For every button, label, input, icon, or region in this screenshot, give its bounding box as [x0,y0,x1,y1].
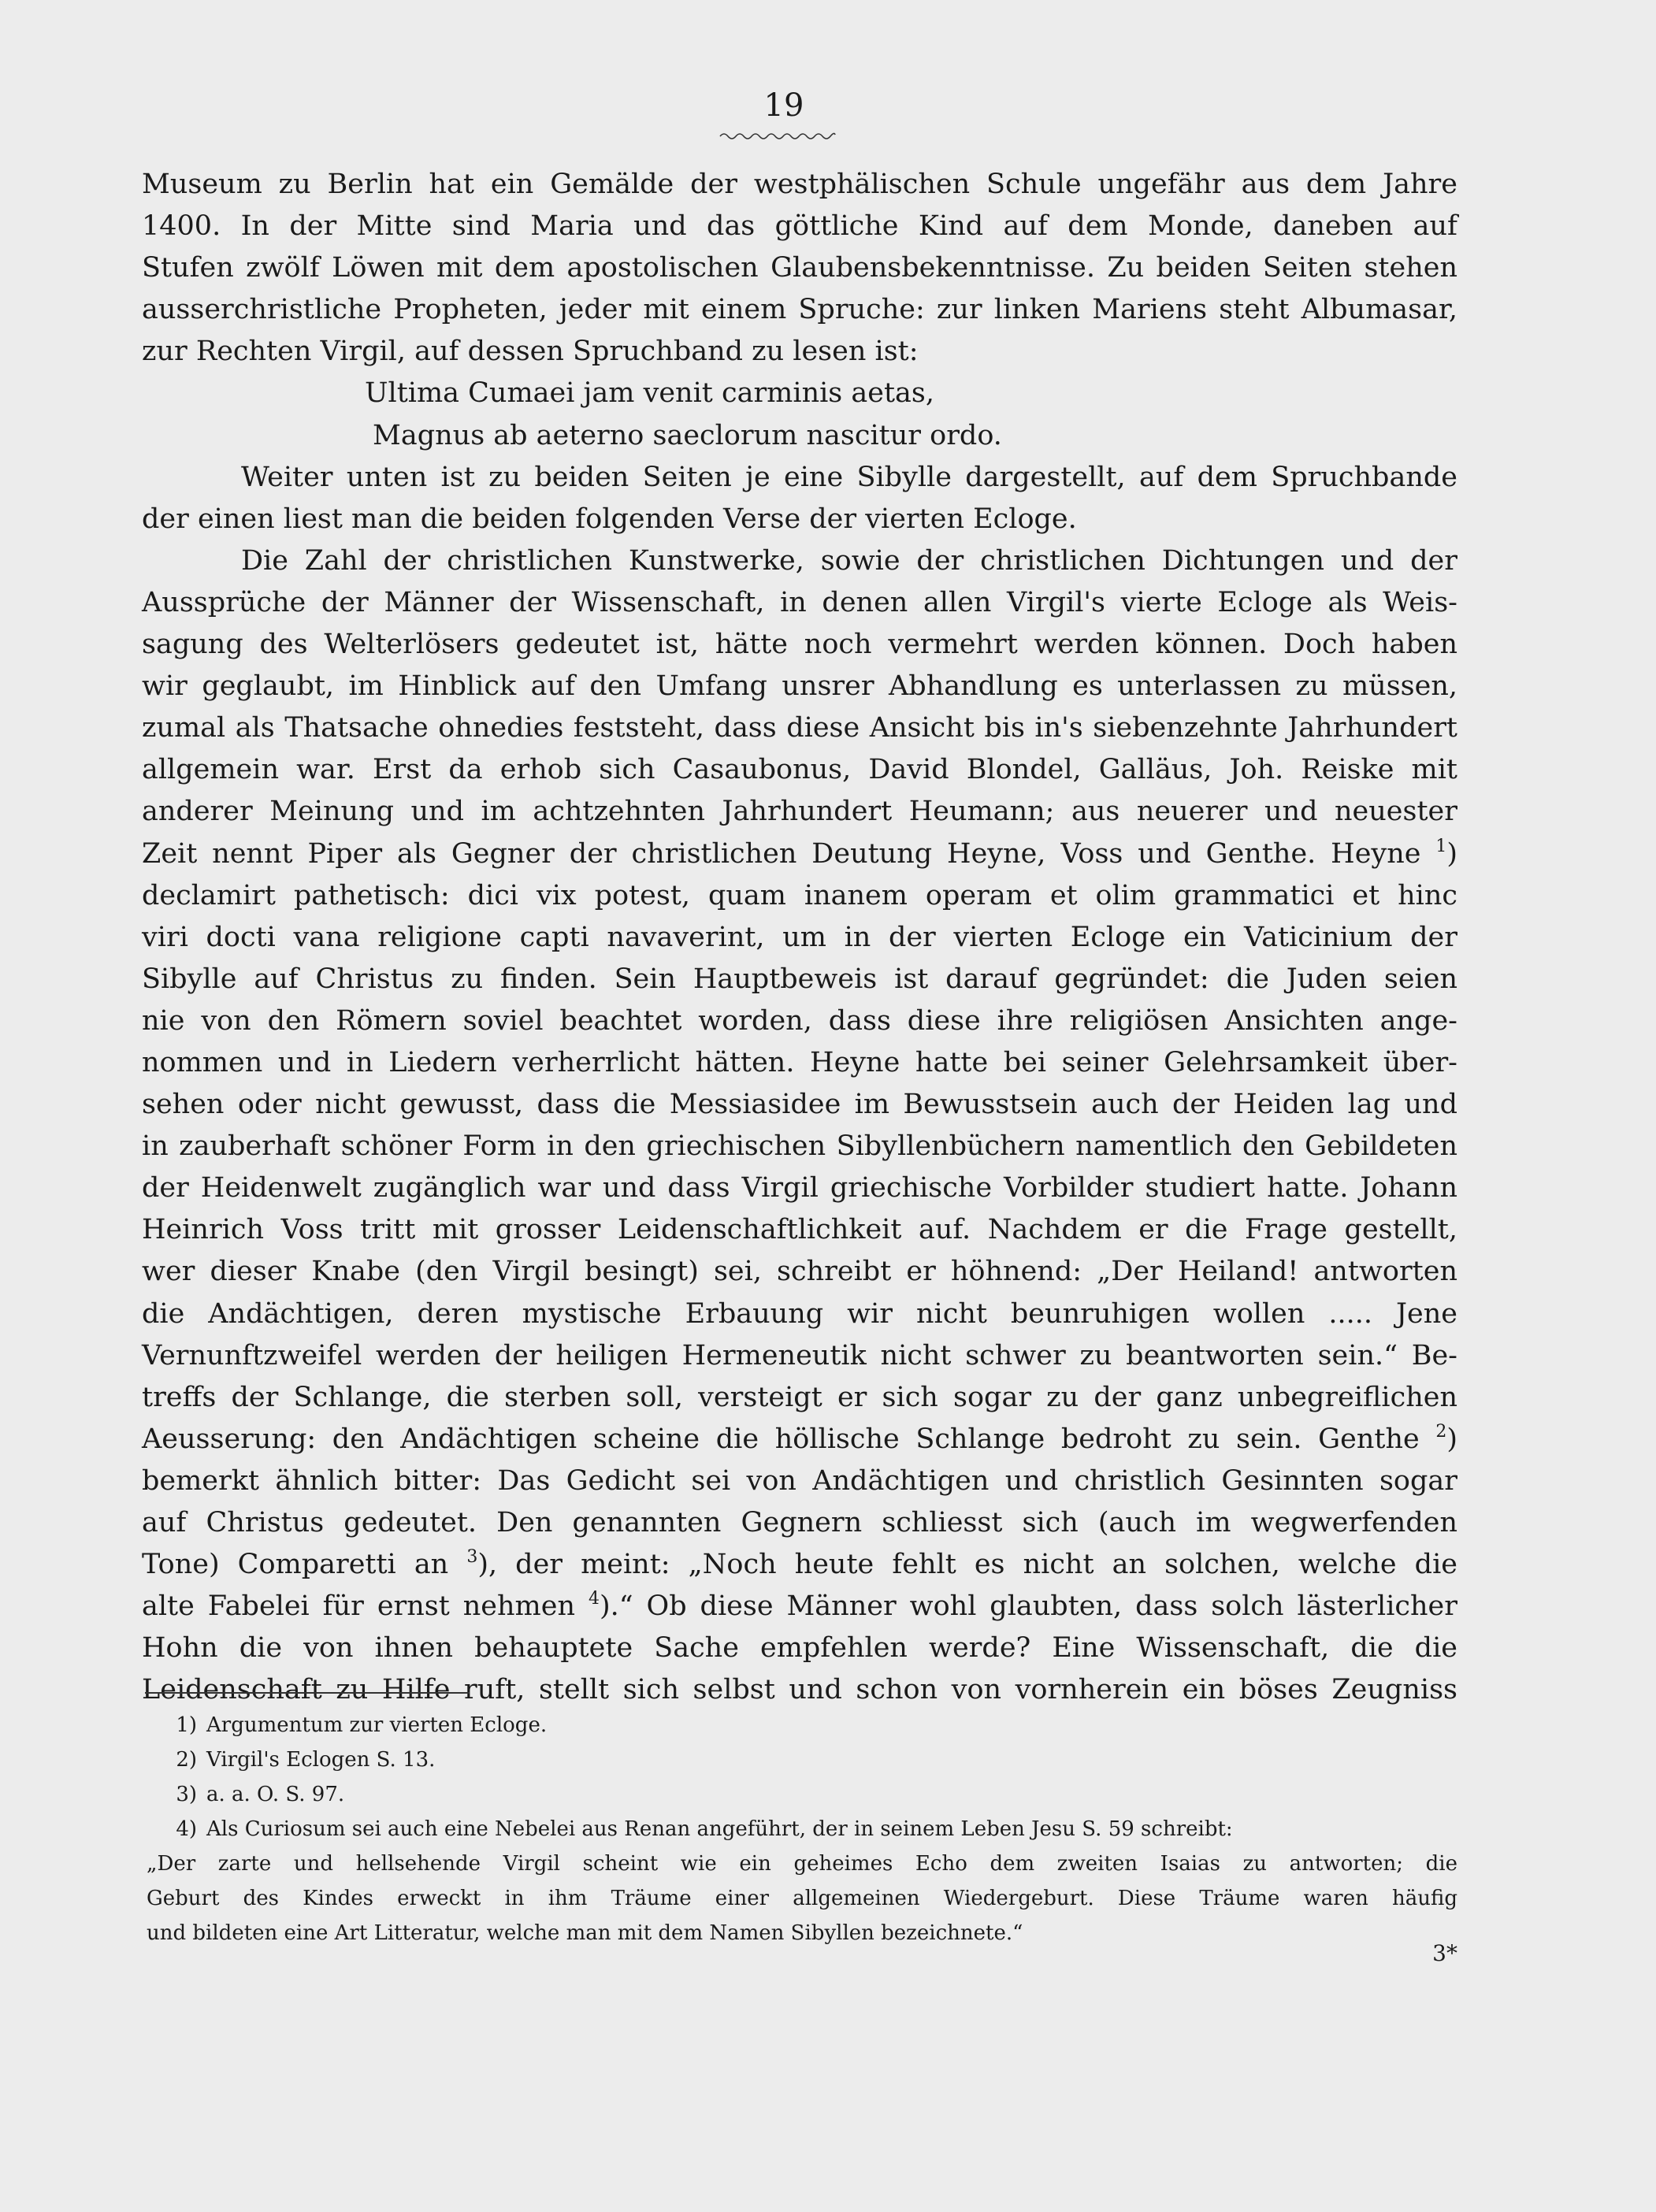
text-line: treffs der Schlange, die sterben soll, versteigt er sich sogar zu der ganz unbegreiflichen [142,1381,1457,1413]
text-line: bemerkt ähnlich bitter: Das Gedicht sei von Andächtigen und christlich Gesinnten sogar [142,1464,1457,1497]
footnote [147,1708,1457,1743]
footnote [147,1812,1457,1846]
text-line: allgemein war. Erst da erhob sich Casaubonus, David Blondel, Galläus, Joh. Reiske mit [142,754,1457,786]
text-line: Vernunftzweifel werden der heiligen Hermeneutik nicht schwer zu beantworten sein.“ Be- [142,1339,1457,1371]
verse-line: Magnus ab aeterno saeclorum nascitur ordo. [373,419,1002,451]
footnote-text: a. a. O. S. 97. [206,1783,345,1806]
footnote-continuation: Geburt des Kindes erweckt in ihm Träume einer allgemeinen Wiedergeburt. Diese Träume waren häufig [147,1887,1457,1910]
footnote-marker: 4 [588,1589,600,1609]
footnote-number: 3) [176,1783,197,1806]
text-line: ausserchristliche Propheten, jeder mit einem Spruche: zur linken Mariens steht Albumasar, [142,294,1457,326]
text-line [142,1544,1457,1586]
footnote-marker: 1 [1435,836,1447,856]
main-text [142,164,1457,1711]
page-number: 19 [763,87,804,124]
footnote [147,1777,1457,1812]
text-line: zur Rechten Virgil, auf dessen Spruchband zu lesen ist: [142,336,919,368]
footnote-continuation: „Der zarte und hellsehende Virgil scheint wie ein geheimes Echo dem zweiten Isaias zu antworten; die [147,1852,1457,1876]
footnote-continuation: und bildeten eine Art Litteratur, welche man mit dem Namen Sibyllen bezeichnete.“ [147,1921,1023,1945]
signature-mark: 3* [1432,1940,1457,1966]
text-line: sehen oder nicht gewusst, dass die Messiasidee im Bewusstsein auch der Heiden lag und [142,1089,1457,1121]
text-line: Stufen zwölf Löwen mit dem apostolischen Glaubensbekenntnisse. Zu beiden Seiten stehen [142,252,1457,284]
footnote-number: 2) [176,1748,197,1772]
text-segment: Tone) Comparetti an [142,1549,449,1581]
text-line: Heinrich Voss tritt mit grosser Leidenschaftlichkeit auf. Nachdem er die Frage gestellt, [142,1214,1457,1246]
footnote-number: 1) [176,1713,197,1737]
text-line: zumal als Thatsache ohnedies feststeht, dass diese Ansicht bis in's siebenzehnte Jahrhundert [142,712,1457,744]
text-line: anderer Meinung und im achtzehnten Jahrhundert Heumann; aus neuerer und neuester [142,796,1457,828]
text-line: in zauberhaft schöner Form in den griechischen Sibyllenbüchern namentlich den Gebildeten [142,1130,1457,1163]
text-line: auf Christus gedeutet. Den genannten Gegnern schliesst sich (auch im wegwerfenden [142,1507,1457,1538]
text-segment: alte Fabelei für ernst nehmen [142,1590,575,1623]
text-segment: ).“ Ob diese Männer wohl glaubten, dass solch lästerlicher [599,1590,1457,1623]
footnote-separator [145,1692,470,1694]
text-line [142,833,1457,875]
verse-line: Ultima Cumaei jam venit carminis aetas, [365,377,934,410]
text-line: Hohn die von ihnen behauptete Sache empfehlen werde? Eine Wissenschaft, die die [142,1632,1457,1665]
footnote [147,1743,1457,1777]
text-line: Leidenschaft zu Hilfe ruft, stellt sich selbst und schon von vornherein ein böses Zeugniss [142,1674,1457,1706]
footnote-text: Als Curiosum sei auch eine Nebelei aus Renan angeführt, der in seinem Leben Jesu S. 59 schreibt: [206,1817,1233,1841]
footnote-number: 4) [176,1817,197,1841]
footnote-marker: 3 [466,1547,478,1568]
text-line: sagung des Welterlösers gedeutet ist, hätte noch vermehrt werden können. Doch haben [142,629,1457,661]
text-line: der Heidenwelt zugänglich war und dass Virgil griechische Vorbilder studiert hatte. Johann [142,1172,1457,1204]
text-line: der einen liest man die beiden folgenden Verse der vierten Ecloge. [142,503,1077,535]
page-number-ornament [718,131,837,142]
text-segment: ) [1446,1423,1457,1455]
text-line [142,1419,1457,1460]
text-segment: Aeusserung: den Andächtigen scheine die höllische Schlange bedroht zu sein. Genthe [142,1423,1420,1455]
text-line: wer dieser Knabe (den Virgil besingt) sei, schreibt er höhnend: „Der Heiland! antworten [142,1256,1457,1288]
text-line: 1400. In der Mitte sind Maria und das göttliche Kind auf dem Monde, daneben auf [142,210,1457,243]
text-segment: ) [1446,837,1457,870]
footnote-text: Virgil's Eclogen S. 13. [206,1748,436,1772]
text-segment: Zeit nennt Piper als Gegner der christlichen Deutung Heyne, Voss und Genthe. Heyne [142,837,1421,870]
text-line: wir geglaubt, im Hinblick auf den Umfang unsrer Abhandlung es unterlassen zu müssen, [142,670,1457,703]
text-line: die Andächtigen, deren mystische Erbauung wir nicht beunruhigen wollen ..... Jene [142,1297,1457,1330]
text-line: Sibylle auf Christus zu finden. Sein Hauptbeweis ist darauf gegründet: die Juden seien [142,963,1457,995]
text-line: Aussprüche der Männer der Wissenschaft, in denen allen Virgil's vierte Ecloge als Weis- [142,586,1457,618]
text-line: declamirt pathetisch: dici vix potest, quam inanem operam et olim grammatici et hinc [142,879,1457,911]
text-line: Weiter unten ist zu beiden Seiten je eine Sibylle dargestellt, auf dem Spruchbande [241,461,1457,493]
footnote-marker: 2 [1435,1421,1447,1442]
text-line: nie von den Römern soviel beachtet worden, dass diese ihre religiösen Ansichten ange- [142,1004,1457,1037]
text-line: Museum zu Berlin hat ein Gemälde der westphälischen Schule ungefähr aus dem Jahre [142,169,1457,200]
footnotes [147,1708,1457,1950]
text-line: nommen und in Liedern verherrlicht hätten. Heyne hatte bei seiner Gelehrsamkeit über- [142,1046,1457,1078]
text-line: viri docti vana religione capti navaverint, um in der vierten Ecloge ein Vaticinium der [142,921,1457,953]
text-line: Die Zahl der christlichen Kunstwerke, sowie der christlichen Dichtungen und der [241,544,1457,577]
text-line [142,1586,1457,1627]
text-segment: ), der meint: „Noch heute fehlt es nicht an solchen, welche die [477,1549,1457,1581]
footnote-text: Argumentum zur vierten Ecloge. [206,1713,548,1737]
